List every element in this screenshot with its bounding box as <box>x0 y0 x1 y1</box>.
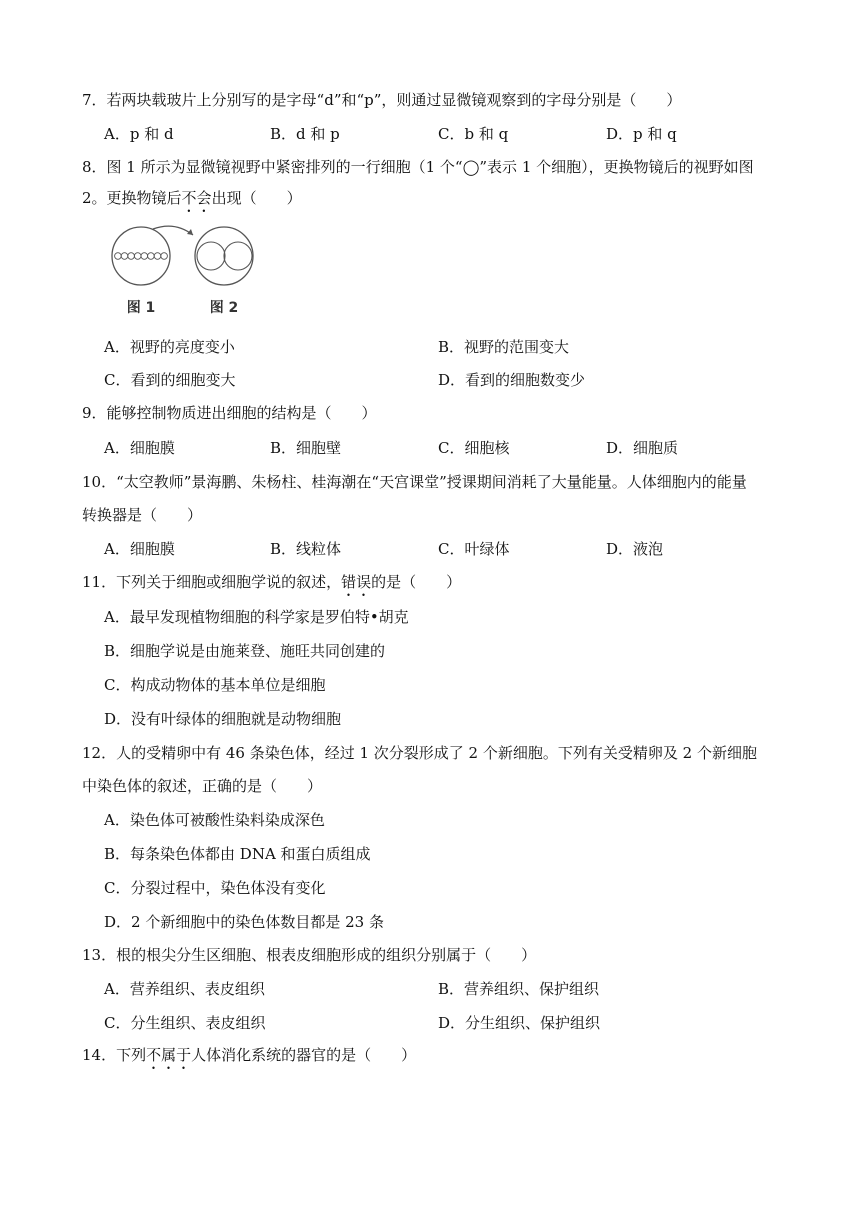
question-7-option-a[interactable]: A．p 和 d <box>104 125 174 143</box>
question-10-option-b[interactable]: B．线粒体 <box>270 540 342 558</box>
figure-1-cell <box>134 253 141 260</box>
question-11-stem-text-a: 11．下列关于细胞或细胞学说的叙述， <box>82 573 342 591</box>
question-12-stem-line1: 12．人的受精卵中有 46 条染色体，经过 1 次分裂形成了 2 个新细胞。下列有关受精卵及 2 个新细胞 <box>82 744 757 762</box>
question-8-option-b[interactable]: B．视野的范围变大 <box>438 338 570 356</box>
question-10-stem-line2: 转换器是（ ） <box>82 506 203 524</box>
question-7-stem: 7．若两块载玻片上分别写的是字母“d”和“p”，则通过显微镜观察到的字母分别是（ ） <box>82 91 682 109</box>
question-11-option-c[interactable]: C．构成动物体的基本单位是细胞 <box>104 676 326 694</box>
question-8-emphasis: 不会 <box>181 189 212 207</box>
figure-2-view <box>195 227 253 285</box>
question-12-option-c[interactable]: C．分裂过程中，染色体没有变化 <box>104 879 326 897</box>
question-12-option-d[interactable]: D．2 个新细胞中的染色体数目都是 23 条 <box>104 913 384 931</box>
question-14-stem <box>82 1045 416 1073</box>
question-11-option-a[interactable]: A．最早发现植物细胞的科学家是罗伯特•胡克 <box>104 608 409 626</box>
question-9-option-c[interactable]: C．细胞核 <box>438 439 510 457</box>
question-13-option-a[interactable]: A．营养组织、表皮组织 <box>104 980 265 998</box>
figure-1-cell <box>121 253 128 260</box>
figure-1-cell <box>154 253 161 260</box>
question-13-option-b[interactable]: B．营养组织、保护组织 <box>438 980 600 998</box>
question-9-option-b[interactable]: B．细胞壁 <box>270 439 342 457</box>
question-12-option-a[interactable]: A．染色体可被酸性染料染成深色 <box>104 811 325 829</box>
figure-2-cell <box>197 242 225 270</box>
figure-1-cell <box>128 253 135 260</box>
question-8-stem-text-a: 2。更换物镜后 <box>82 189 182 207</box>
question-13-stem: 13．根的根尖分生区细胞、根表皮细胞形成的组织分别属于（ ） <box>82 946 537 964</box>
figure-1-label: 图 1 <box>126 300 156 316</box>
figure-1-view <box>112 227 170 285</box>
question-9-option-d[interactable]: D．细胞质 <box>606 439 679 457</box>
question-10-option-d[interactable]: D．液泡 <box>606 540 664 558</box>
question-14-stem-text-a: 14．下列 <box>82 1046 147 1064</box>
question-11-stem-text-b: 的是（ ） <box>371 573 462 591</box>
figure-2-cell <box>224 242 252 270</box>
question-13-option-d[interactable]: D．分生组织、保护组织 <box>438 1014 601 1032</box>
microscope-field-figure <box>105 223 265 323</box>
figure-1-cell <box>115 253 122 260</box>
question-7-option-b[interactable]: B．d 和 p <box>270 125 340 143</box>
question-8-stem-text-b: 出现（ ） <box>211 189 302 207</box>
question-7-option-c[interactable]: C．b 和 q <box>438 125 509 143</box>
question-14-stem-text-b: 人体消化系统的器官的是（ ） <box>191 1046 417 1064</box>
question-8-option-d[interactable]: D．看到的细胞数变少 <box>438 371 586 389</box>
figure-2-label: 图 2 <box>209 300 239 316</box>
question-10-option-c[interactable]: C．叶绿体 <box>438 540 510 558</box>
question-7-option-d[interactable]: D．p 和 q <box>606 125 677 143</box>
question-13-option-c[interactable]: C．分生组织、表皮组织 <box>104 1014 266 1032</box>
question-11-emphasis: 错误 <box>341 573 372 591</box>
question-10-option-a[interactable]: A．细胞膜 <box>104 540 175 558</box>
question-9-stem: 9．能够控制物质进出细胞的结构是（ ） <box>82 404 377 422</box>
question-8-option-c[interactable]: C．看到的细胞变大 <box>104 371 236 389</box>
question-11-stem <box>82 572 461 600</box>
question-11-option-b[interactable]: B．细胞学说是由施莱登、施旺共同创建的 <box>104 642 386 660</box>
figure-1-cell <box>161 253 168 260</box>
question-8-stem-line1: 8．图 1 所示为显微镜视野中紧密排列的一行细胞（1 个“◯”表示 1 个细胞），更换物镜后的视野如图 <box>82 158 754 176</box>
question-8-stem-line2 <box>82 188 302 216</box>
question-14-emphasis: 不属于 <box>146 1046 192 1064</box>
figure-1-cell <box>148 253 155 260</box>
question-12-stem-line2: 中染色体的叙述，正确的是（ ） <box>82 777 323 795</box>
figure-1-cell <box>141 253 148 260</box>
question-11-option-d[interactable]: D．没有叶绿体的细胞就是动物细胞 <box>104 710 342 728</box>
question-10-stem-line1: 10．“太空教师”景海鹏、朱杨柱、桂海潮在“天宫课堂”授课期间消耗了大量能量。人体细胞内的能量 <box>82 473 747 491</box>
question-9-option-a[interactable]: A．细胞膜 <box>104 439 175 457</box>
question-8-option-a[interactable]: A．视野的亮度变小 <box>104 338 235 356</box>
question-12-option-b[interactable]: B．每条染色体都由 DNA 和蛋白质组成 <box>104 845 371 863</box>
